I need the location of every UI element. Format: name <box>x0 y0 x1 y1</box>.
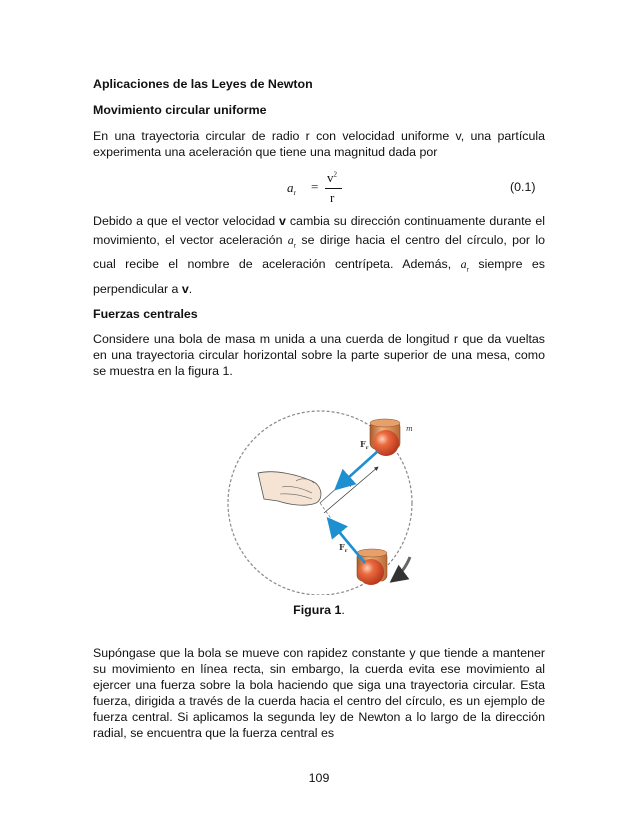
page-number: 109 <box>308 771 330 785</box>
eq-number: (0.1) <box>510 180 536 194</box>
page-title: Aplicaciones de las Leyes de Newton <box>93 77 313 91</box>
paragraph-centripetal: Debido a que el vector velocidad v cambia su dirección continuamente durante el movimiento, el vector aceleración $a_r$ se dirige hacia el centro del círculo, por lo cual recibe el nombre de aceleración centrípeta. Además, $a_r$ siempre es perpendicular a v. <box>93 214 545 296</box>
paragraph-intro: En una trayectoria circular de radio r con velocidad uniforme v, una partícula experimenta una aceleración que tiene una magnitud dada por <box>93 129 545 159</box>
vector-v-2: v <box>181 281 189 296</box>
force-arrow-lower <box>330 521 365 563</box>
eq-numerator: v <box>327 170 334 185</box>
ball-lower <box>358 559 384 585</box>
mass-label: m <box>406 425 413 433</box>
force-arrow-upper <box>338 451 378 487</box>
figure-caption: Figura 1. <box>293 603 345 617</box>
eq-fraction-bar <box>325 188 342 189</box>
paragraph-central-force: Supóngase que la bola se mueve con rapidez constante y que tiende a mantener su movimiento en línea recta, sin embargo, la cuerda evita ese movimiento al ejercer una fuerza sobre la bola haciendo que siga una trayectoria circular. Esta fuerza, dirigida a través de la cuerda hacia el centro del círculo, es un ejemplo de fuerza central. Si aplicamos la segunda ley de Newton a lo largo de la dirección radial, se encuentra que la fuerza central es <box>93 646 545 740</box>
radius-label: r <box>350 482 353 489</box>
lower-spool-ball <box>357 549 387 585</box>
figure-1-diagram <box>220 395 420 595</box>
velocity-arrow <box>392 557 410 581</box>
eq-lhs: a <box>287 180 294 195</box>
hand-icon <box>258 472 321 505</box>
eq-lhs-sub: r <box>293 189 296 197</box>
eq-equals: = <box>311 179 319 194</box>
eq-numerator-exp: 2 <box>333 170 337 179</box>
force-label-lower: $F_r$ <box>339 542 348 554</box>
paragraph-setup: Considere una bola de masa m unida a una cuerda de longitud r que da vueltas en una trayectoria circular horizontal sobre la parte superior de una mesa, como se muestra en la figura 1. <box>93 332 545 378</box>
vector-v: v <box>279 214 286 228</box>
symbol-ar-2: $a_r$ <box>460 257 469 274</box>
section-heading-forces: Fuerzas centrales <box>93 307 198 321</box>
section-heading-circular: Movimiento circular uniforme <box>93 103 267 117</box>
eq-denominator: r <box>330 190 335 205</box>
force-label-upper: $F_r$ <box>360 439 369 451</box>
symbol-ar-1: $a_r$ <box>287 233 297 250</box>
upper-spool-ball <box>370 419 400 456</box>
